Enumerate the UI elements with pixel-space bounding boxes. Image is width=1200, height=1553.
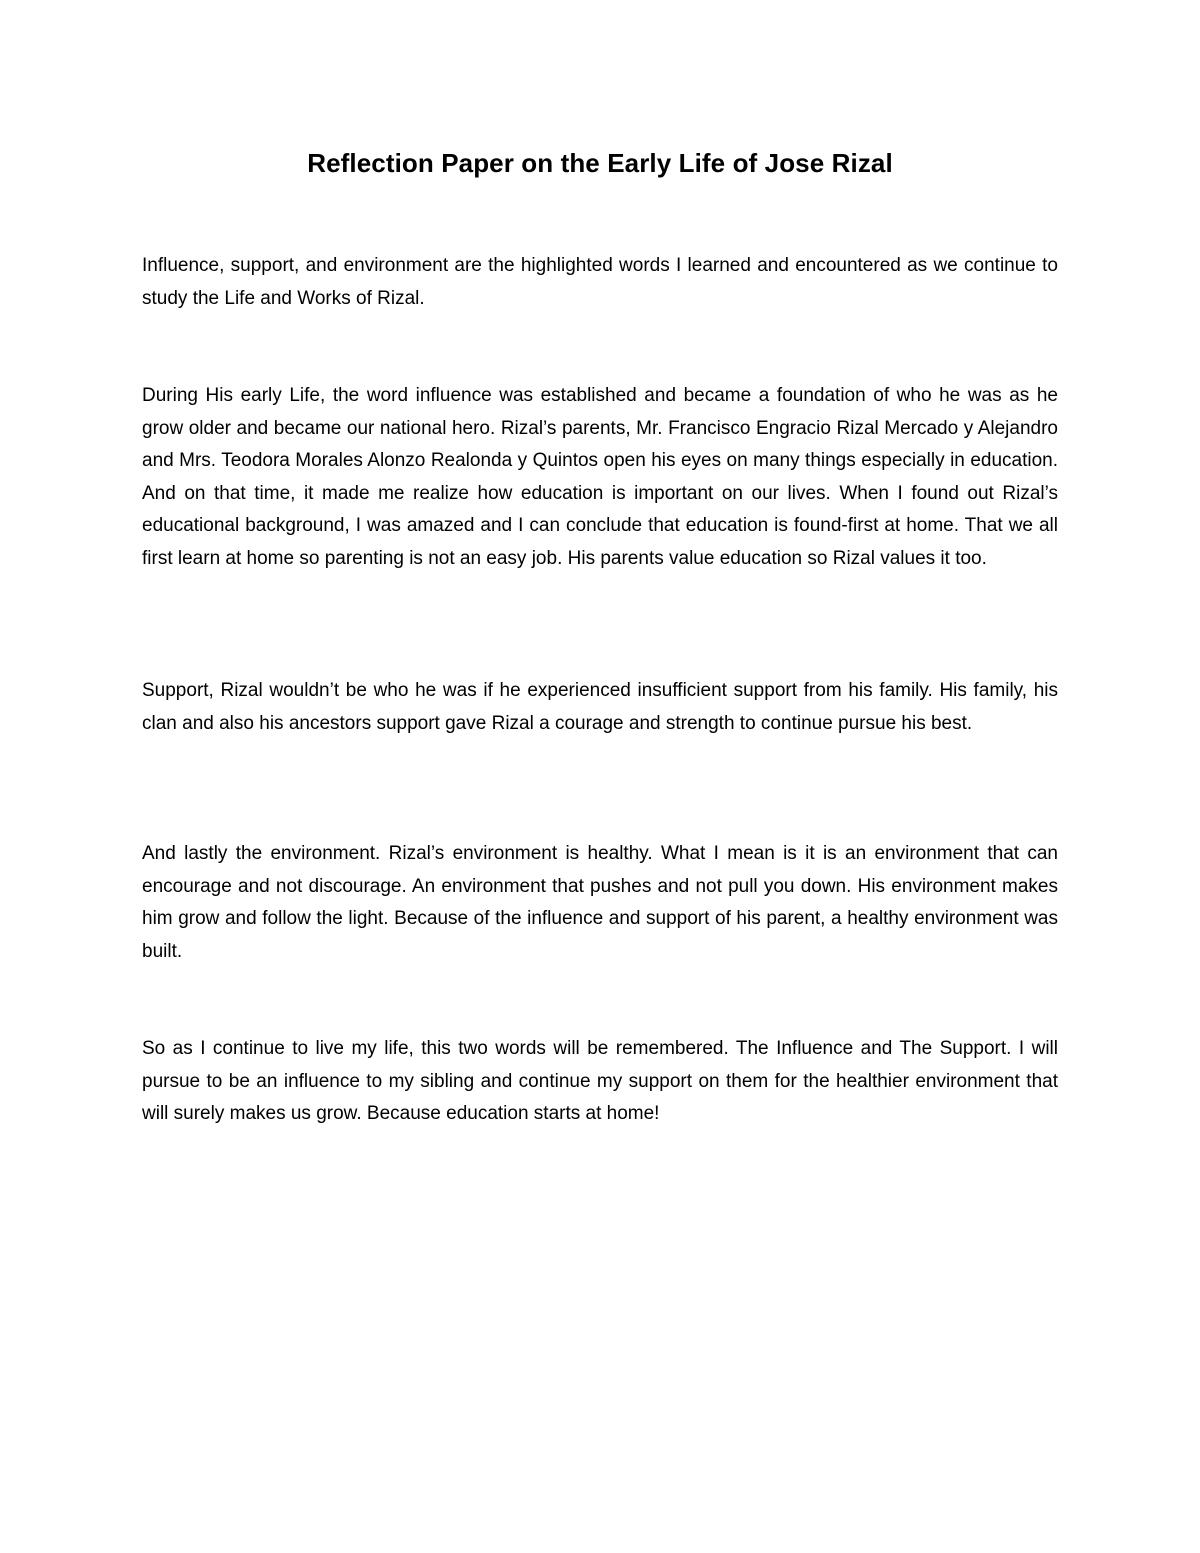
document-title: Reflection Paper on the Early Life of Jose Rizal	[307, 148, 893, 178]
paragraph-environment: And lastly the environment. Rizal’s environment is healthy. What I mean is it is an environment that can encourage and not discourage. An environment that pushes and not pull you down. His environment makes him grow and follow the light. Because of the influence and support of his parent, a healthy environment was built.	[142, 843, 1058, 962]
paragraph-introduction: Influence, support, and environment are the highlighted words I learned and encountered as we continue to study the Life and Works of Rizal.	[142, 255, 1058, 309]
paragraph-conclusion: So as I continue to live my life, this two words will be remembered. The Influence and The Support. I will pursue to be an influence to my sibling and continue my support on them for the healthier environment that will surely makes us grow. Because education starts at home!	[142, 1038, 1058, 1124]
paragraph-influence: During His early Life, the word influence was established and became a foundation of who he was as he grow older and became our national hero. Rizal’s parents, Mr. Francisco Engracio Rizal Mercado y Alejandro and Mrs. Teodora Morales Alonzo Realonda y Quintos open his eyes on many things especially in education. And on that time, it made me realize how education is important on our lives. When I found out Rizal’s educational background, I was amazed and I can conclude that education is found-first at home. That we all first learn at home so parenting is not an easy job. His parents value education so Rizal values it too.	[142, 385, 1058, 569]
paragraph-support: Support, Rizal wouldn’t be who he was if he experienced insufficient support from his family. His family, his clan and also his ancestors support gave Rizal a courage and strength to continue pursue his best.	[142, 680, 1058, 734]
